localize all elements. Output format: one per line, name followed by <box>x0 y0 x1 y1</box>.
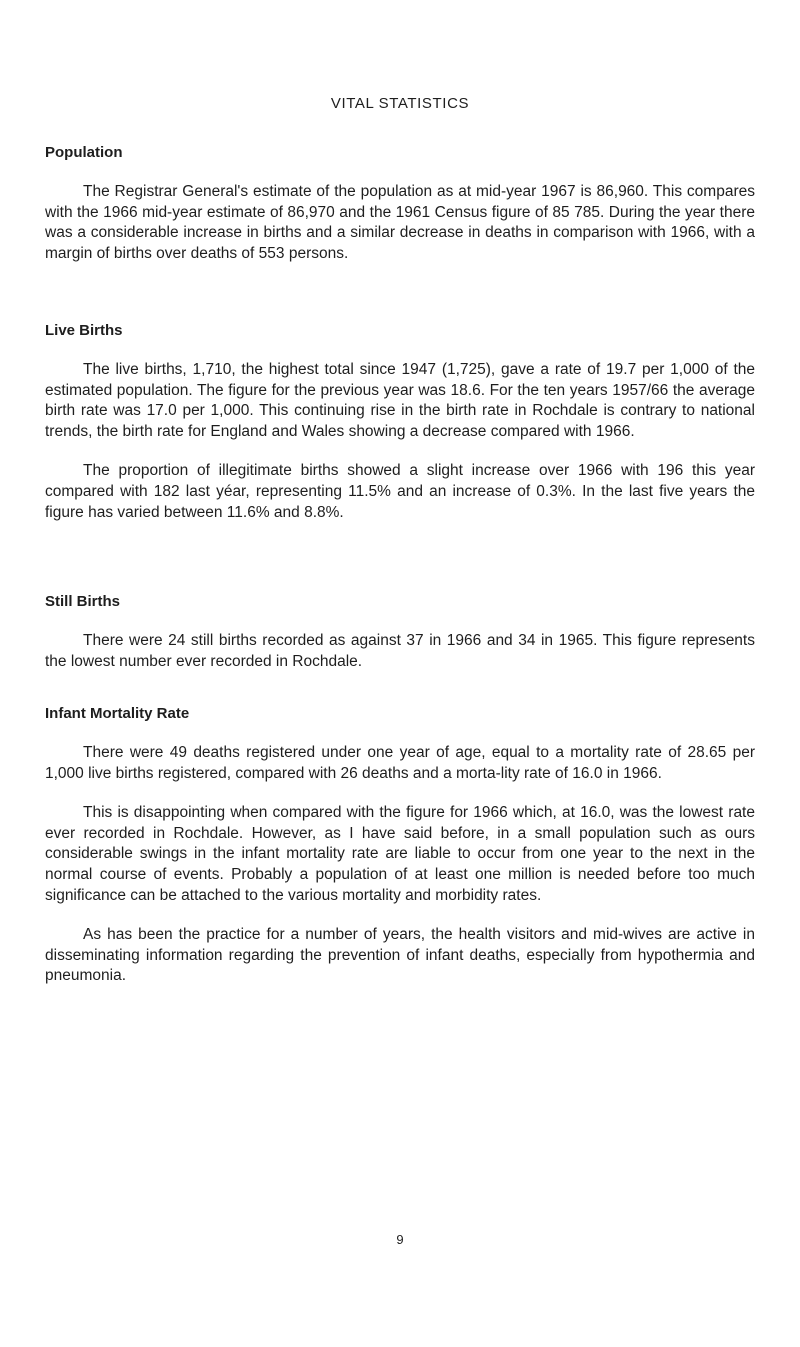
paragraph-infant-mortality-2: This is disappointing when compared with the figure for 1966 which, at 16.0, was the lowest rate ever recorded in Rochdale. However, as I have said before, in a small population such as ours considerable swings in the infant mortality rate are liable to occur from one year to the next in the normal course of events. Probably a population of at least one million is needed before too much significance can be attached to the various mortality and morbidity rates. <box>45 804 755 904</box>
paragraph-live-births-2: The proportion of illegitimate births showed a slight increase over 1966 with 196 this year compared with 182 last yéar, representing 11.5% and an increase of 0.3%. In the last five years the figure has varied between 11.6% and 8.8%. <box>45 462 755 521</box>
section-heading-population: Population <box>45 144 123 161</box>
section-heading-still-births: Still Births <box>45 593 121 610</box>
section-still-births <box>45 592 755 672</box>
paragraph-live-births-1: The live births, 1,710, the highest total since 1947 (1,725), gave a rate of 19.7 per 1,000 of the estimated population. The figure for the previous year was 18.6. For the ten years 1957/66 the average birth rate was 17.0 per 1,000. This continuing rise in the birth rate in Rochdale is contrary to national trends, the birth rate for England and Wales showing a decrease compared with 1966. <box>45 361 755 440</box>
paragraph-infant-mortality-1: There were 49 deaths registered under one year of age, equal to a mortality rate of 28.65 per 1,000 live births registered, compared with 26 deaths and a morta-lity rate of 16.0 in 1966. <box>45 744 755 782</box>
section-infant-mortality <box>45 704 755 987</box>
section-live-births <box>45 321 755 523</box>
page-title: VITAL STATISTICS <box>330 95 470 112</box>
paragraph-still-births-1: There were 24 still births recorded as against 37 in 1966 and 34 in 1965. This figure represents the lowest number ever recorded in Rochdale. <box>45 632 755 670</box>
page-number: 9 <box>396 1232 404 1247</box>
section-population <box>45 143 755 264</box>
paragraph-infant-mortality-3: As has been the practice for a number of years, the health visitors and mid-wives are active in disseminating information regarding the prevention of infant deaths, especially from hypothermia and pneumonia. <box>45 926 755 985</box>
section-heading-infant-mortality: Infant Mortality Rate <box>45 705 190 722</box>
paragraph-population-1: The Registrar General's estimate of the population as at mid-year 1967 is 86,960. This compares with the 1966 mid-year estimate of 86,970 and the 1961 Census figure of 85 785. During the year there was a considerable increase in births and a similar decrease in deaths in comparison with 1966, with a margin of births over deaths of 553 persons. <box>45 183 755 262</box>
section-heading-live-births: Live Births <box>45 322 123 339</box>
